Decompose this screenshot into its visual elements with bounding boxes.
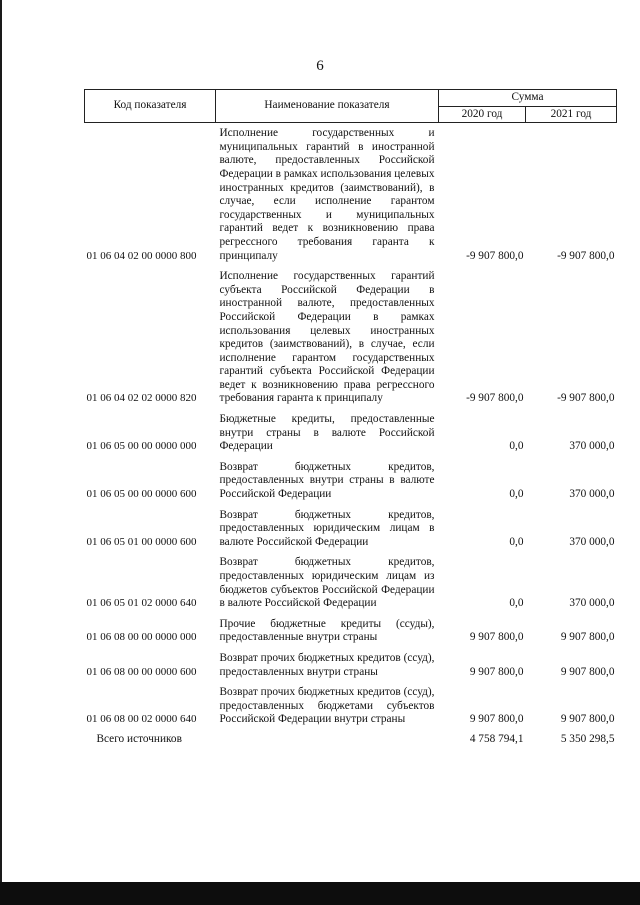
row-name: Прочие бюджетные кредиты (ссуды), предоставленные внутри страны [219, 617, 435, 644]
row-value-2021: -9 907 800,0 [557, 249, 615, 262]
header-sum: Сумма [439, 90, 617, 107]
row-name: Возврат бюджетных кредитов, предоставленных юридическим лицам из бюджетов субъектов Российской Федерации в валюте Российской Федерации [219, 556, 435, 610]
row-code: 01 06 08 00 00 0000 000 [86, 631, 197, 644]
total-value-2020: 4 758 794,1 [469, 732, 524, 745]
row-name: Исполнение государственных гарантий субъекта Российской Федерации в иностранной валюте, предоставленных Российской Федерации в рамках использования целевых иностранных кредитов (заимствований), в случае, если исполнение гарантом государственных гарантий субъекта Российской Федерации ведет к возникновению права регрессного требования гаранта к принципалу [219, 270, 435, 405]
table-row [85, 648, 617, 682]
row-value-2020: 9 907 800,0 [469, 665, 524, 678]
header-year-2021: 2021 год [526, 106, 617, 123]
total-label: Всего источников [96, 732, 182, 745]
table-row [85, 505, 617, 553]
row-name: Возврат бюджетных кредитов, предоставленных юридическим лицам в валюте Российской Федерации [219, 508, 435, 548]
scan-bottom-band [0, 882, 640, 905]
row-code: 01 06 04 02 00 0000 800 [86, 249, 197, 262]
header-code: Код показателя [85, 90, 216, 123]
row-name: Исполнение государственных и муниципальных гарантий в иностранной валюте, предоставленных Российской Федерации в рамках использования целевых иностранных кредитов (заимствований), в случае, если исполнение гарантом государственных и муниципальных гарантий ведет к возникновению права регрессного требования гаранта к принципалу [219, 127, 435, 262]
table-row [85, 682, 617, 730]
row-value-2021: -9 907 800,0 [557, 392, 615, 405]
row-value-2021: 9 907 800,0 [560, 713, 615, 726]
row-code: 01 06 08 00 00 0000 600 [86, 665, 197, 678]
row-code: 01 06 05 01 02 0000 640 [86, 597, 197, 610]
row-value-2020: 0,0 [509, 440, 524, 453]
table-header [85, 90, 617, 123]
row-name: Возврат прочих бюджетных кредитов (ссуд), предоставленных внутри страны [219, 651, 435, 678]
row-value-2020: -9 907 800,0 [466, 392, 524, 405]
total-value-2021: 5 350 298,5 [560, 732, 615, 745]
header-year-2020: 2020 год [439, 106, 526, 123]
page-number: 6 [316, 58, 324, 74]
row-value-2020: 0,0 [509, 597, 524, 610]
table-row [85, 552, 617, 613]
row-code: 01 06 05 00 00 0000 000 [86, 440, 197, 453]
table-row [85, 457, 617, 505]
row-code: 01 06 05 00 00 0000 600 [86, 488, 197, 501]
row-value-2020: -9 907 800,0 [466, 249, 524, 262]
row-value-2020: 0,0 [509, 488, 524, 501]
header-name: Наименование показателя [216, 90, 439, 123]
row-value-2021: 370 000,0 [569, 535, 615, 548]
row-value-2020: 9 907 800,0 [469, 713, 524, 726]
row-value-2020: 9 907 800,0 [469, 631, 524, 644]
table-row [85, 409, 617, 457]
table-row [85, 266, 617, 409]
row-name: Возврат прочих бюджетных кредитов (ссуд), предоставленных бюджетами субъектов Российской Федерации внутри страны [219, 686, 435, 726]
row-value-2021: 370 000,0 [569, 440, 615, 453]
table-row [85, 614, 617, 648]
sources-table [84, 89, 617, 750]
table-row [85, 123, 617, 266]
row-value-2020: 0,0 [509, 535, 524, 548]
total-row [85, 730, 617, 750]
row-value-2021: 9 907 800,0 [560, 665, 615, 678]
row-value-2021: 9 907 800,0 [560, 631, 615, 644]
row-name: Бюджетные кредиты, предоставленные внутри страны в валюте Российской Федерации [219, 413, 435, 453]
row-value-2021: 370 000,0 [569, 488, 615, 501]
row-value-2021: 370 000,0 [569, 597, 615, 610]
scan-left-edge [0, 0, 2, 905]
row-name: Возврат бюджетных кредитов, предоставленных внутри страны в валюте Российской Федерации [219, 460, 435, 501]
row-code: 01 06 05 01 00 0000 600 [86, 535, 197, 548]
row-code: 01 06 08 00 02 0000 640 [86, 713, 197, 726]
row-code: 01 06 04 02 02 0000 820 [86, 392, 197, 405]
